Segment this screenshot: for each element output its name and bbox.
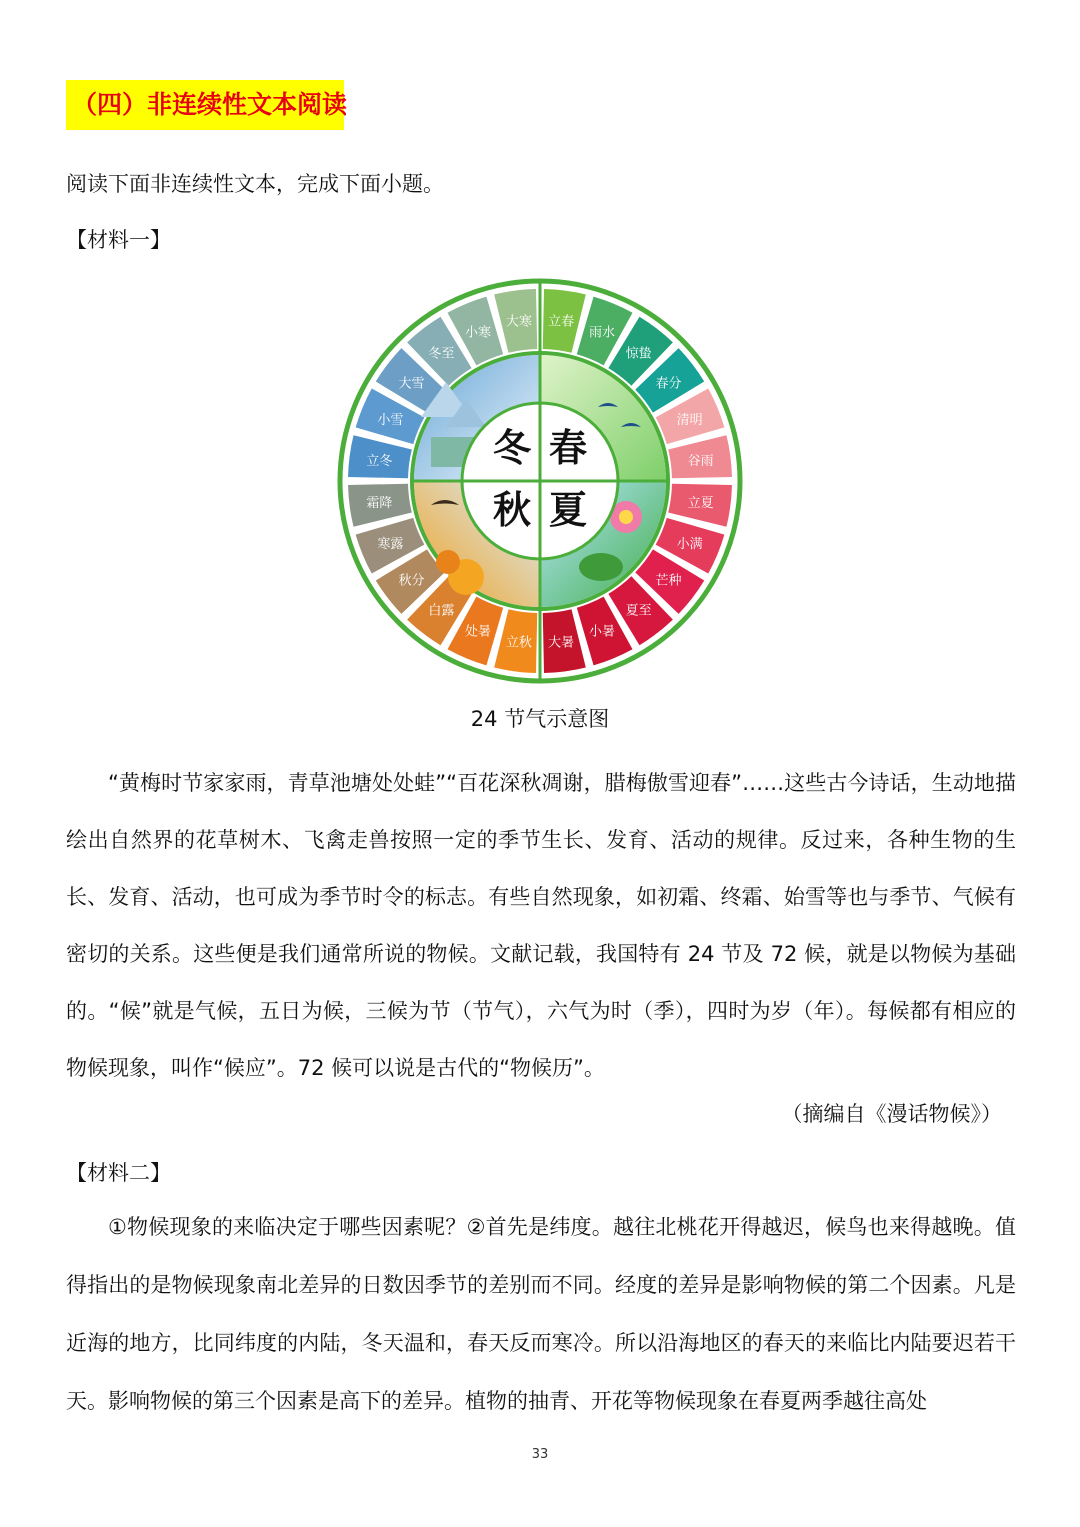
term-label: 大寒	[505, 314, 532, 330]
season-autumn: 秋	[492, 487, 532, 532]
material2-label: 【材料二】	[66, 1161, 171, 1185]
term-label: 白露	[428, 603, 455, 619]
material1-label: 【材料一】	[66, 228, 171, 252]
term-label: 小雪	[377, 413, 404, 429]
instruction-text: 阅读下面非连续性文本，完成下面小题。	[66, 172, 444, 196]
term-label: 清明	[676, 413, 703, 429]
term-label: 立夏	[687, 496, 714, 512]
material2-paragraph	[66, 1198, 1016, 1430]
source-citation: （摘编自《漫话物候》）	[781, 1102, 1002, 1126]
material1-paragraph	[66, 755, 1016, 1097]
solar-terms-diagram	[336, 277, 744, 685]
scenery-decoration	[619, 510, 633, 524]
term-label: 冬至	[428, 346, 455, 362]
section-title: （四）非连续性文本阅读	[66, 80, 344, 130]
term-label: 春分	[655, 376, 682, 392]
term-label: 霜降	[366, 496, 393, 512]
term-label: 处暑	[464, 624, 492, 640]
term-label: 惊蛰	[625, 346, 652, 362]
term-label: 立春	[548, 314, 575, 330]
season-winter: 冬	[492, 425, 532, 470]
term-label: 大暑	[548, 635, 575, 651]
material2-text: ①物候现象的来临决定于哪些因素呢？②首先是纬度。越往北桃花开得越迟，候鸟也来得越晚。值得指出的是物候现象南北差异的日数因季节的差别而不同。经度的差异是影响物候的第二个因素。凡是近海的地方，比同纬度的内陆，冬天温和，春天反而寒冷。所以沿海地区的春天的来临比内陆要迟若干天。影响物候的第三个因素是高下的差异。植物的抽青、开花等物候现象在春夏两季越往高处	[66, 1215, 1016, 1413]
term-label: 芒种	[655, 573, 682, 589]
season-spring: 春	[548, 425, 588, 470]
term-label: 立秋	[505, 635, 532, 651]
page-number: 33	[531, 1447, 549, 1462]
material1-text: “黄梅时节家家雨，青草池塘处处蛙”“百花深秋凋谢，腊梅傲雪迎春”……这些古今诗话，生动地描绘出自然界的花草树木、飞禽走兽按照一定的季节生长、发育、活动的规律。反过来，各种生物的生长、发育、活动，也可成为季节时令的标志。有些自然现象，如初霜、终霜、始雪等也与季节、气候有密切的关系。这些便是我们通常所说的物候。文献记载，我国特有 24 节及 72 候，就是以物候为基础的。“候”就是气候，五日为候，三候为节（节气），六气为时（季），四时为岁（年）。每候都有相应的物候现象，叫作“候应”。72 候可以说是古代的“物候历”。	[66, 771, 1016, 1080]
scenery-decoration	[436, 550, 460, 574]
term-label: 小满	[676, 536, 703, 552]
season-summer: 夏	[548, 487, 588, 532]
term-label: 秋分	[398, 573, 425, 589]
term-label: 小暑	[588, 624, 616, 640]
diagram-caption: 24 节气示意图	[470, 707, 610, 731]
scenery-decoration	[579, 553, 623, 581]
term-label: 谷雨	[687, 453, 714, 469]
term-label: 小寒	[464, 325, 492, 341]
term-label: 立冬	[366, 453, 393, 469]
term-label: 雨水	[588, 325, 616, 341]
term-label: 大雪	[398, 376, 425, 392]
term-label: 寒露	[377, 536, 404, 552]
term-label: 夏至	[625, 603, 652, 619]
